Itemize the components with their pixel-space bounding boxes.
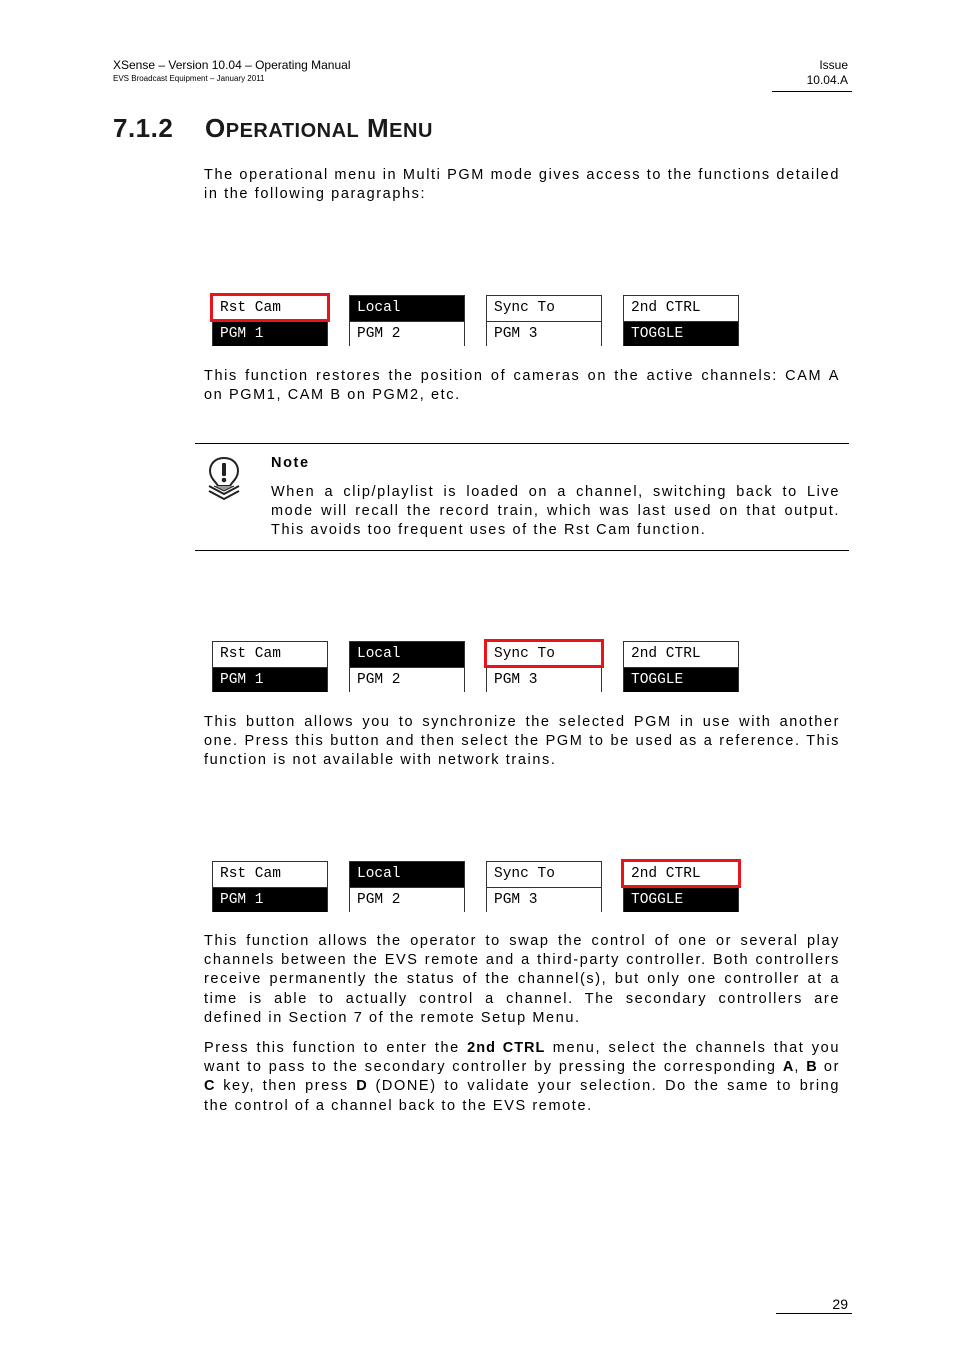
key-top-label: Local [350,642,464,667]
issue-label: Issue [819,58,848,72]
key-top-label: Sync To [487,862,601,887]
note-bottom-rule [195,550,849,551]
key-top-label: Rst Cam [213,642,327,667]
bold-run: D [356,1078,368,1095]
highlight-box [621,859,741,888]
section-title-m-rest: ENU [389,120,433,142]
document-title: XSense – Version 10.04 – Operating Manual [113,58,351,72]
local-key[interactable] [349,295,465,346]
menu-row-rst-cam [212,295,739,346]
rst-cam-key[interactable] [212,861,328,912]
highlight-box [210,293,330,322]
key-top-label: Local [350,296,464,321]
key-bottom-label: PGM 3 [487,887,601,912]
bold-run: C [204,1078,216,1095]
key-bottom-label: TOGGLE [624,321,738,346]
key-bottom-label: TOGGLE [624,667,738,692]
sync-to-key[interactable] [486,641,602,692]
text-run: Press this function to enter the [204,1040,468,1056]
local-key[interactable] [349,641,465,692]
key-bottom-label: TOGGLE [624,887,738,912]
section-heading [113,113,433,144]
key-top-label: 2nd CTRL [624,296,738,321]
section-title-m: M [366,113,390,143]
warning-note-icon [206,456,242,502]
document-subtitle: EVS Broadcast Equipment – January 2011 [113,74,265,83]
bold-run: 2nd CTRL [467,1040,546,1056]
text-run: , [794,1059,807,1076]
section-title-o-rest: PERATIONAL [225,120,360,142]
sync-to-description: This button allows you to synchronize the selected PGM in use with another one. Press this button and then select the PGM to be used as a reference. This function is not available with network trains. [204,714,840,769]
bold-run: A [782,1059,795,1076]
page-header-right [807,58,848,88]
second-ctrl-instructions [204,1039,840,1116]
key-bottom-label: PGM 1 [213,321,327,346]
key-bottom-label: PGM 2 [350,887,464,912]
text-run: or [817,1059,840,1076]
section-title-o: O [205,113,226,143]
key-bottom-label: PGM 2 [350,667,464,692]
page-number: 29 [832,1296,848,1312]
rst-cam-key[interactable] [212,641,328,692]
issue-version: 10.04.A [806,73,848,87]
key-top-label: Rst Cam [213,862,327,887]
sync-to-key[interactable] [486,861,602,912]
key-top-label: 2nd CTRL [624,862,738,887]
key-top-label: Rst Cam [213,296,327,321]
sync-to-key[interactable] [486,295,602,346]
section-number: 7.1.2 [113,113,174,143]
key-bottom-label: PGM 3 [487,321,601,346]
key-bottom-label: PGM 2 [350,321,464,346]
text-run: key, then press [215,1078,357,1095]
highlight-box [484,639,604,668]
second-ctrl-key[interactable] [623,861,739,912]
key-bottom-label: PGM 3 [487,667,601,692]
text-run: (DONE) to validate your selection. Do the same to bring the control of a channel back to the EVS remote. [204,1078,840,1114]
menu-row-sync-to [212,641,739,692]
rst-cam-key[interactable] [212,295,328,346]
bold-run: B [806,1059,818,1076]
rst-cam-description: This function restores the position of cameras on the active channels: CAM A on PGM1, CAM B on PGM2, etc. [204,368,840,404]
page-header-left [113,58,351,84]
key-top-label: Local [350,862,464,887]
key-top-label: Sync To [487,642,601,667]
menu-row-second-ctrl [212,861,739,912]
footer-rule [776,1313,852,1314]
key-bottom-label: PGM 1 [213,887,327,912]
note-heading: Note [271,455,310,471]
second-ctrl-key[interactable] [623,641,739,692]
header-rule [772,91,852,92]
local-key[interactable] [349,861,465,912]
key-top-label: Sync To [487,296,601,321]
text-run: menu, select the channels that you want to pass to the secondary controller by pressing the corresponding [204,1040,840,1076]
note-top-rule [195,443,849,444]
intro-paragraph: The operational menu in Multi PGM mode gives access to the functions detailed in the following paragraphs: [204,167,840,203]
key-bottom-label: PGM 1 [213,667,327,692]
key-top-label: 2nd CTRL [624,642,738,667]
second-ctrl-description: This function allows the operator to swap the control of one or several play channels between the EVS remote and a third-party controller. Both controllers receive permanently the status of the channel(s), but only one controller at a time is able to actually control a channel. The secondary controllers are defined in Section 7 of the remote Setup Menu. [204,933,840,1026]
second-ctrl-key[interactable] [623,295,739,346]
note-body: When a clip/playlist is loaded on a channel, switching back to Live mode will recall the record train, which was last used on that output. This avoids too frequent uses of the Rst Cam function. [271,484,840,539]
